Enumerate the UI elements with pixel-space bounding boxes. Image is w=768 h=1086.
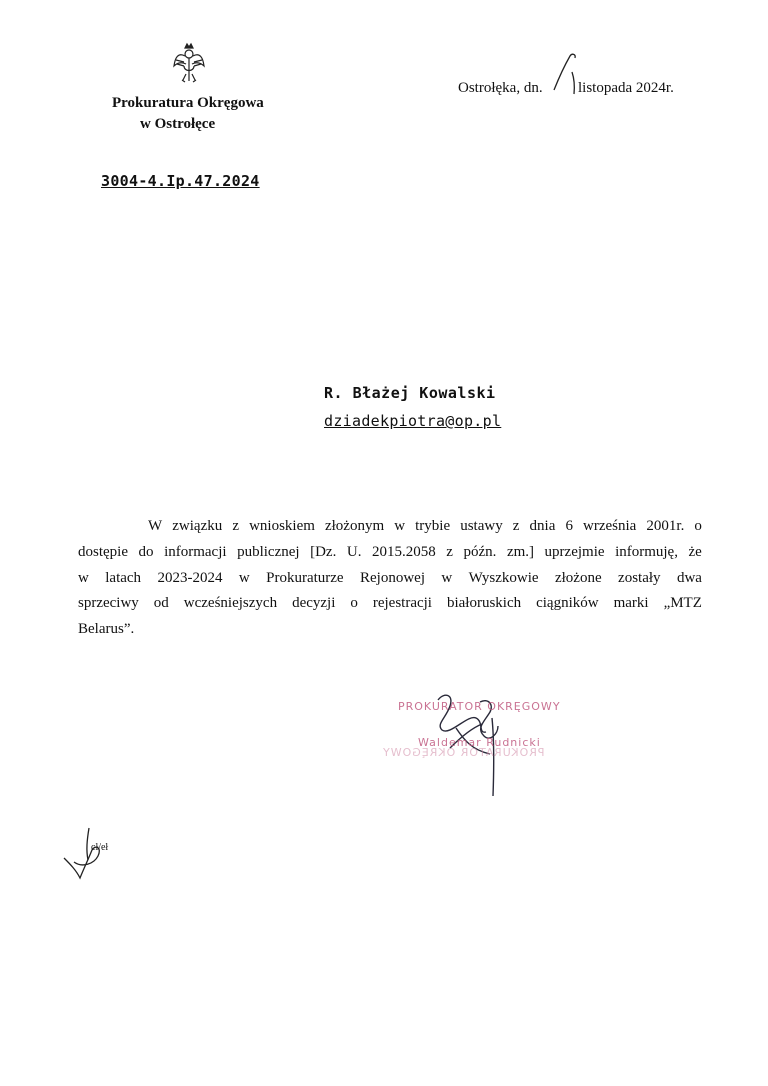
body-word: złożone [554,569,602,586]
body-word: „MTZ [663,595,702,612]
body-word: informuję, [615,543,678,560]
body-word: 6 [565,518,573,534]
body-word: do [138,543,154,560]
body-word: uprzejmie [544,543,605,560]
body-word: wnioskiem [249,518,315,534]
body-word: z [232,518,239,534]
body-word: ustawy [460,518,503,534]
body-word: o [694,518,702,534]
body-word: późn. [463,543,497,560]
stamp-title: PROKURATOR OKRĘGOWY [398,700,561,713]
body-line [78,514,702,540]
body-word: w [441,569,453,586]
body-line-last: Belarus”. [78,621,135,638]
polish-eagle-emblem-icon [172,42,206,84]
body-line [78,566,702,592]
body-word: zm.] [506,543,535,560]
body-word: 2015.2058 [372,543,436,560]
body-word: rejestracji [372,595,432,612]
body-word: białoruskich [446,595,522,612]
body-word: publicznej [237,543,300,560]
typist-initials: cł/eł [91,842,109,853]
body-word: decyzji [292,595,336,612]
body-word: od [153,595,169,612]
institution-name: Prokuratura Okręgowa [112,95,264,111]
stamp-mirror-imprint: PROKURATOR OKRĘGOWY [382,746,545,759]
body-word: sprzeciwy [78,595,139,612]
body-word: że [688,543,702,560]
body-line [78,591,702,617]
recipient-email: dziadekpiotra@op.pl [324,412,502,430]
body-word: z [512,518,520,534]
date-place: Ostrołęka, dn. [458,80,543,96]
body-word: zostały [618,569,661,586]
body-word: złożonym [324,518,385,534]
body-line [78,540,702,566]
body-word: Rejonowej [360,569,425,586]
body-word: w [394,518,406,534]
body-word: latach [105,569,142,586]
body-word: z [446,543,453,560]
letter-body [78,514,702,643]
recipient-name: R. Błażej Kowalski [324,384,496,402]
institution-city: w Ostrołęce [140,116,216,132]
paraph-scribble [58,818,118,888]
body-word: informacji [164,543,227,560]
date-month-year: listopada 2024r. [578,80,674,96]
body-word: 2023-2024 [157,569,223,586]
body-word: wcześniejszych [183,595,278,612]
body-word: w [78,569,89,586]
stamp-signatory-name: Waldemar Rudnicki [418,736,541,749]
body-word: związku [172,518,223,534]
body-word: dnia [529,518,556,534]
body-word: Wyszkowie [468,569,539,586]
case-reference-number: 3004-4.Ip.47.2024 [101,172,260,190]
body-word: dostępie [78,543,128,560]
body-word: września [583,518,637,534]
body-word: Prokuraturze [266,569,344,586]
body-word: dwa [676,569,702,586]
body-word: [Dz. [310,543,337,560]
body-word: marki [613,595,649,612]
body-word: W [148,518,163,534]
body-word: w [238,569,250,586]
body-word: ciągników [536,595,599,612]
body-word: 2001r. [646,518,685,534]
body-word: trybie [415,518,451,534]
body-word: U. [346,543,362,560]
body-word: o [350,595,358,612]
